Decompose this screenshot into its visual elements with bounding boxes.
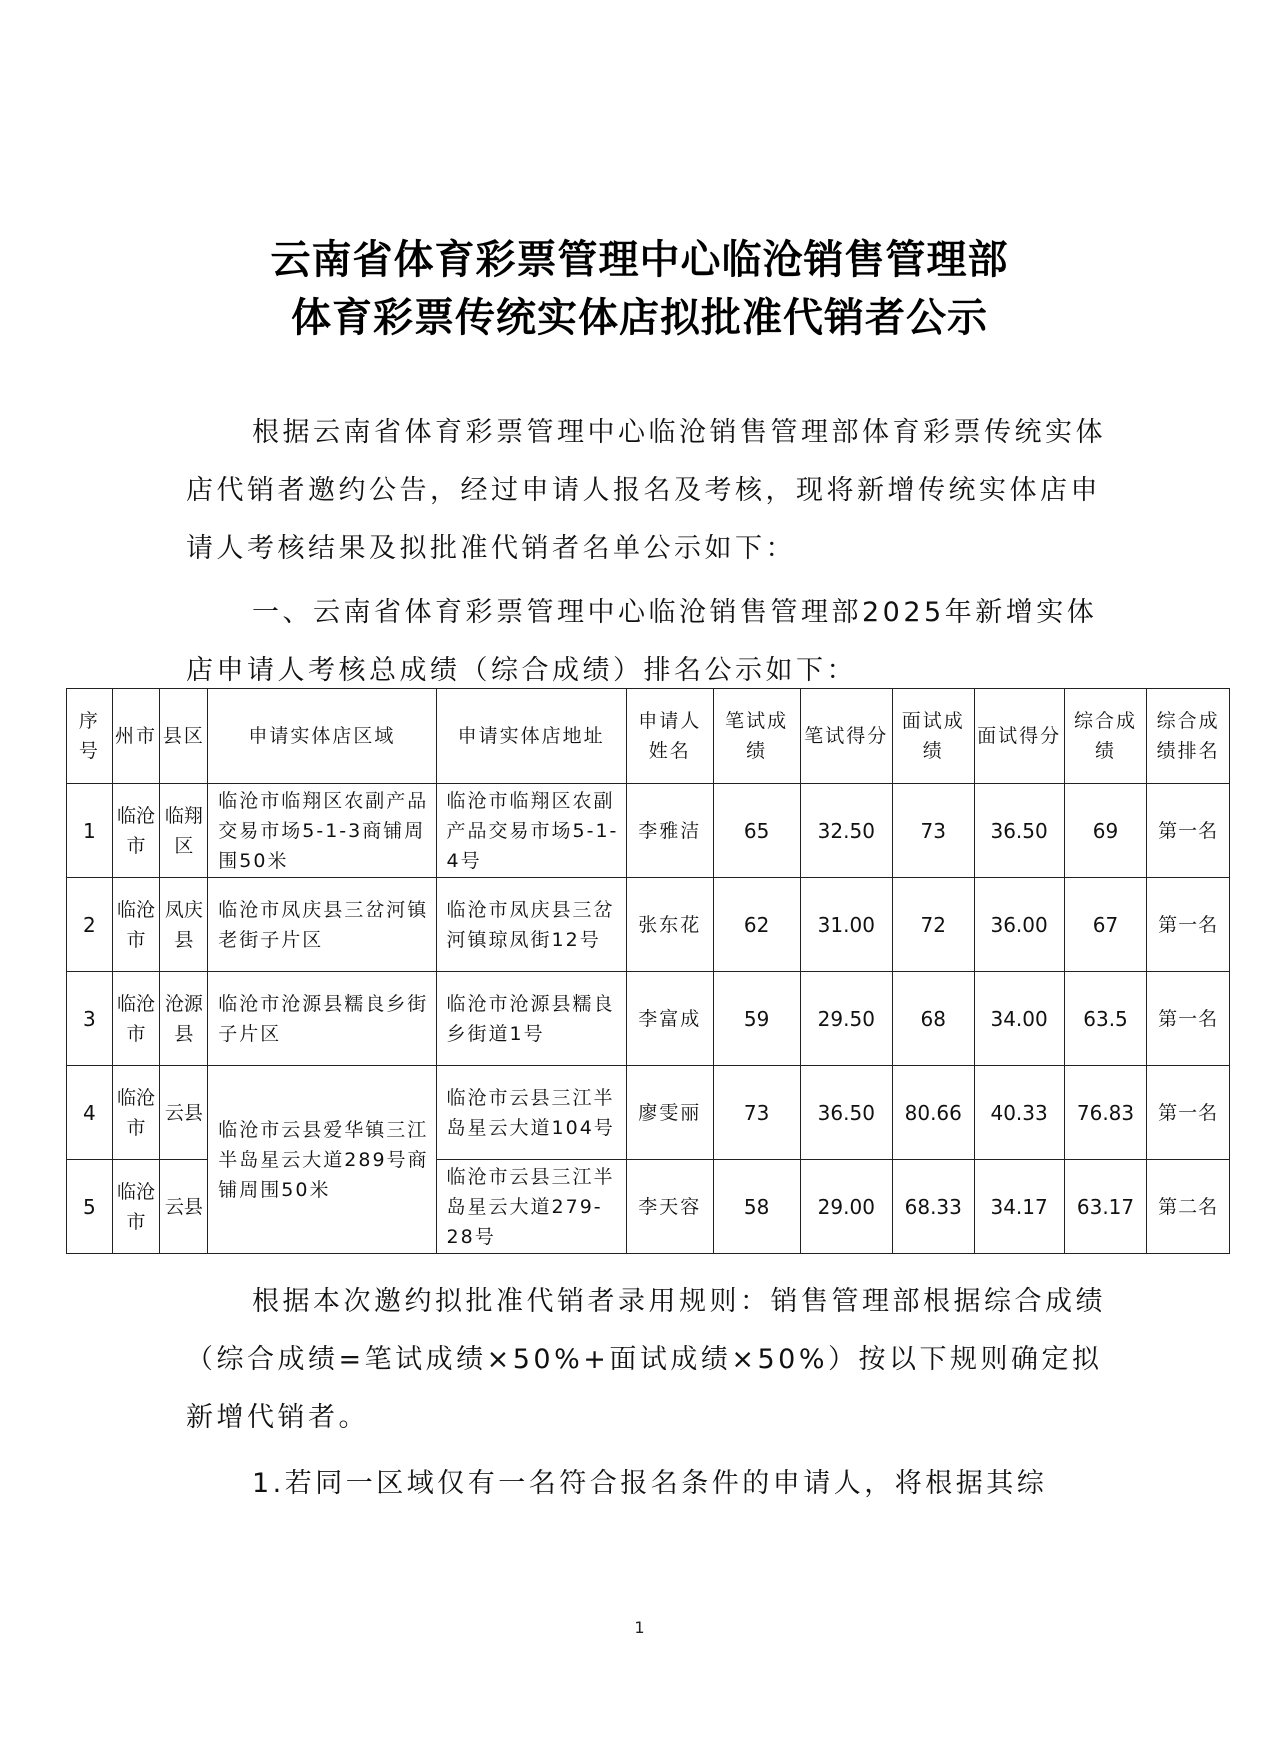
cell-county: 云县: [160, 1066, 208, 1160]
cell-area: 临沧市云县爱华镇三江半岛星云大道289号商铺周围50米: [208, 1066, 436, 1254]
table-header-row: [67, 689, 1230, 784]
cell-county: 沧源县: [160, 972, 208, 1066]
cell-area: 临沧市沧源县糯良乡街子片区: [208, 972, 436, 1066]
table-row: [67, 784, 1230, 878]
cell-city: 临沧市: [112, 878, 160, 972]
cell-written-points: 32.50: [800, 784, 892, 878]
cell-city: 临沧市: [112, 972, 160, 1066]
cell-city: 临沧市: [112, 784, 160, 878]
intro-text: 根据云南省体育彩票管理中心临沧销售管理部体育彩票传统实体店代销者邀约公告，经过申请人报名及考核，现将新增传统实体店申请人考核结果及拟批准代销者名单公示如下：: [186, 417, 1106, 564]
rules-paragraph: [186, 1273, 1126, 1447]
cell-county: 云县: [160, 1160, 208, 1254]
cell-address: 临沧市凤庆县三岔河镇琼凤街12号: [436, 878, 626, 972]
header-written-points: 笔试得分: [800, 689, 892, 784]
cell-interview-points: 40.33: [974, 1066, 1064, 1160]
cell-total: 67: [1064, 878, 1147, 972]
cell-city: 临沧市: [112, 1160, 160, 1254]
cell-address: 临沧市沧源县糯良乡街道1号: [436, 972, 626, 1066]
cell-interview-points: 34.00: [974, 972, 1064, 1066]
intro-paragraph: [186, 404, 1126, 578]
cell-seq: 4: [67, 1066, 113, 1160]
rule1-text: 1.若同一区域仅有一名符合报名条件的申请人，将根据其综: [252, 1468, 1048, 1499]
table-row: [67, 878, 1230, 972]
cell-area: 临沧市凤庆县三岔河镇老街子片区: [208, 878, 436, 972]
cell-county: 凤庆县: [160, 878, 208, 972]
header-interview-score: 面试成绩: [893, 689, 975, 784]
cell-name: 李雅洁: [626, 784, 713, 878]
header-area: 申请实体店区域: [208, 689, 436, 784]
cell-written-score: 58: [713, 1160, 800, 1254]
rule1-paragraph: [186, 1455, 1126, 1513]
cell-interview-points: 36.00: [974, 878, 1064, 972]
rules-text: 根据本次邀约拟批准代销者录用规则：销售管理部根据综合成绩（综合成绩=笔试成绩×50%+面试成绩×50%）按以下规则确定拟新增代销者。: [186, 1286, 1106, 1433]
cell-written-points: 29.00: [800, 1160, 892, 1254]
cell-interview-score: 72: [893, 878, 975, 972]
table-row: [67, 972, 1230, 1066]
cell-name: 李富成: [626, 972, 713, 1066]
page-number: 1: [634, 1618, 645, 1637]
cell-interview-points: 34.17: [974, 1160, 1064, 1254]
cell-written-points: 36.50: [800, 1066, 892, 1160]
cell-name: 张东花: [626, 878, 713, 972]
cell-seq: 3: [67, 972, 113, 1066]
cell-area: 临沧市临翔区农副产品交易市场5-1-3商铺周围50米: [208, 784, 436, 878]
cell-rank: 第一名: [1147, 1066, 1230, 1160]
header-county: 县区: [160, 689, 208, 784]
cell-address: 临沧市云县三江半岛星云大道104号: [436, 1066, 626, 1160]
cell-total: 63.5: [1064, 972, 1147, 1066]
cell-total: 63.17: [1064, 1160, 1147, 1254]
cell-rank: 第二名: [1147, 1160, 1230, 1254]
cell-written-score: 65: [713, 784, 800, 878]
cell-seq: 2: [67, 878, 113, 972]
cell-address: 临沧市临翔区农副产品交易市场5-1-4号: [436, 784, 626, 878]
cell-county: 临翔区: [160, 784, 208, 878]
document-title-line1: 云南省体育彩票管理中心临沧销售管理部: [270, 236, 1009, 283]
cell-written-points: 29.50: [800, 972, 892, 1066]
header-address: 申请实体店地址: [436, 689, 626, 784]
section1-paragraph: [186, 584, 1126, 700]
header-total: 综合成绩: [1064, 689, 1147, 784]
document-title-line2: 体育彩票传统实体店拟批准代销者公示: [291, 294, 988, 341]
cell-total: 76.83: [1064, 1066, 1147, 1160]
cell-rank: 第一名: [1147, 878, 1230, 972]
cell-written-score: 59: [713, 972, 800, 1066]
header-rank: 综合成绩排名: [1147, 689, 1230, 784]
cell-name: 廖雯丽: [626, 1066, 713, 1160]
cell-address: 临沧市云县三江半岛星云大道279-28号: [436, 1160, 626, 1254]
cell-rank: 第一名: [1147, 972, 1230, 1066]
results-table: [66, 688, 1230, 1254]
cell-seq: 1: [67, 784, 113, 878]
cell-interview-points: 36.50: [974, 784, 1064, 878]
header-city: 州市: [112, 689, 160, 784]
cell-name: 李天容: [626, 1160, 713, 1254]
header-interview-points: 面试得分: [974, 689, 1064, 784]
header-written-score: 笔试成绩: [713, 689, 800, 784]
cell-rank: 第一名: [1147, 784, 1230, 878]
cell-interview-score: 73: [893, 784, 975, 878]
table-row: [67, 1066, 1230, 1160]
header-seq: 序号: [67, 689, 113, 784]
header-name: 申请人姓名: [626, 689, 713, 784]
cell-total: 69: [1064, 784, 1147, 878]
cell-interview-score: 68: [893, 972, 975, 1066]
cell-city: 临沧市: [112, 1066, 160, 1160]
cell-seq: 5: [67, 1160, 113, 1254]
cell-written-points: 31.00: [800, 878, 892, 972]
cell-interview-score: 80.66: [893, 1066, 975, 1160]
cell-written-score: 73: [713, 1066, 800, 1160]
cell-written-score: 62: [713, 878, 800, 972]
section1-text: 一、云南省体育彩票管理中心临沧销售管理部2025年新增实体店申请人考核总成绩（综合成绩）排名公示如下：: [186, 597, 1098, 686]
cell-interview-score: 68.33: [893, 1160, 975, 1254]
